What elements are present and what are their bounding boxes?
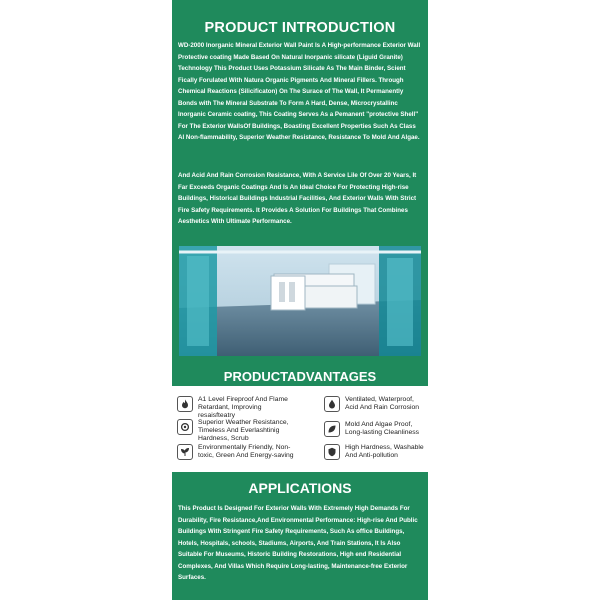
eco-leaf-icon	[177, 444, 193, 460]
introduction-paragraph-2: And Acid And Rain Corrosion Resistance, With A Service Lile Of Over 20 Years, It Far Exceeds Organic Coatings And Is An Ideal Choice For Protecting High-rise Buildings, Historical Buildings Industrial Facilities, And Exterior Walls With Strict Fire Safety Requirements. It Provides A Solution For Buildings That Combines Aesthetics With Ultimate Performance.	[178, 172, 417, 225]
flame-icon	[177, 396, 193, 412]
leaf-icon	[324, 421, 340, 437]
advantage-item-weather	[177, 419, 299, 442]
advantage-item-waterproof	[324, 396, 424, 412]
weather-icon	[177, 419, 193, 435]
introduction-paragraph-1: WD-2000 Inorganic Mineral Exterior Wall Paint Is A High-performance Exterior Wall Protective coating Made Based On Natural Inorpanic silicate (Liguid Granite) Technology This Product Uses Potassium Silicate As The Main Binder, Scient Fically Forulated With Natura Organic Pigments And Mineral Fillers. Through Chemical Reactions (Silicificaton) On The Surace of The Wall, It Permanently Bonds with The Mineral Substrate To Form A Hard, Dense, Microcrystallinc Inorganic Ceramic coating, This Coating Serves As a Pemanent "protective Shell" For The Exterior WallsOf Buildings, Boasting Excellent Properties Such As Class Al Non-flammability, Superior Weather Resistance, Resistance To Mold And Algae.	[178, 42, 421, 141]
advantage-item-mold-proof	[324, 421, 424, 437]
laboratory-photo	[179, 246, 421, 356]
advantage-item-hardness	[324, 444, 424, 460]
advantage-text: High Hardness, Washable And Anti-pollution	[345, 444, 424, 459]
advantage-text: Superior Weather Resistance, Timeless And Everlashtinig Hardness, Scrub	[198, 419, 289, 442]
product-panel	[172, 0, 428, 600]
shield-icon	[324, 444, 340, 460]
advantage-text: A1 Level Fireproof And Flame Retardant, Improving resaisfteatry	[198, 396, 288, 419]
advantage-item-eco	[177, 444, 299, 460]
introduction-section	[172, 0, 428, 386]
advantage-text: Environmentally Friendly, Non-toxic, Green And Energy-saving	[198, 444, 294, 459]
advantages-title: PRODUCTADVANTAGES	[223, 369, 377, 384]
water-drop-icon	[324, 396, 340, 412]
applications-section	[172, 472, 428, 600]
applications-paragraph: This Product Is Designed For Exterior Walls With Extremely High Demands For Durability, Fire Resistance,And Environmental Performance: High-rise And Public Buildings With Stringent Fire Safety Requirements, Such As office Buildings, Hotels, Hospitals, schools, Stadiums, Airports, And Train Stations, It Is Also Suitable For Museums, Historic Building Restorations, High end Residential Complexes, And Villas Which Require Long-lasting, Maintenance-free Exterior Surfaces.	[178, 505, 418, 581]
advantage-text: Ventilated, Waterproof, Acid And Rain Corrosion	[345, 396, 420, 411]
introduction-title: PRODUCT INTRODUCTION	[204, 20, 396, 36]
applications-title: APPLICATIONS	[248, 480, 352, 496]
advantage-text: Mold And Algae Proof, Long-lasting Cleanliness	[345, 421, 420, 436]
advantages-section	[172, 386, 428, 470]
advantage-item-fireproof	[177, 396, 299, 419]
